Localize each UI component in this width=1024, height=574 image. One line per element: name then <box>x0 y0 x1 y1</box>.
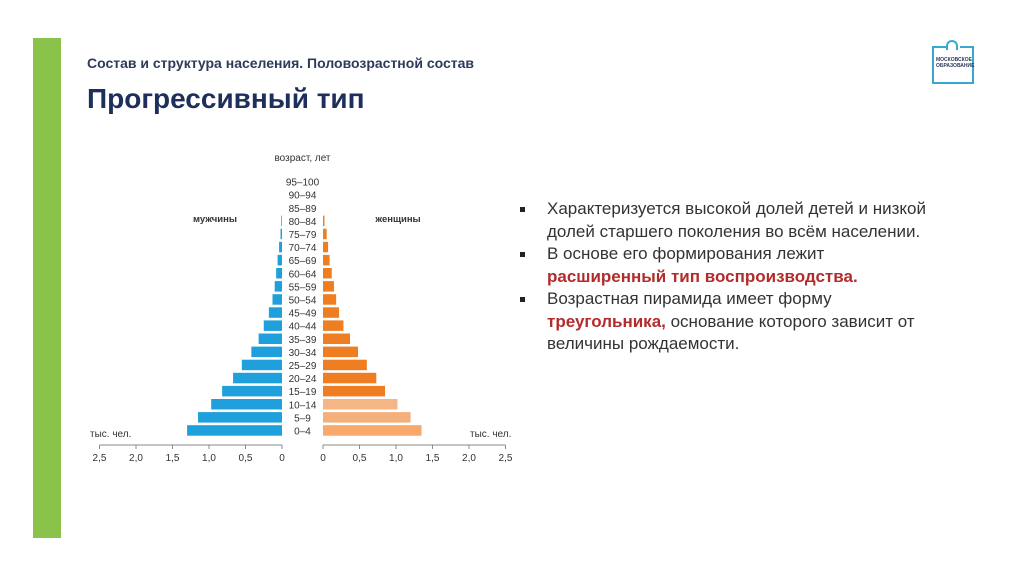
age-group-label: 50–54 <box>288 295 317 307</box>
age-group-label: 95–100 <box>285 177 320 189</box>
male-bar <box>233 373 282 384</box>
female-bar <box>323 360 367 371</box>
male-bar <box>222 386 282 397</box>
x-tick-label: 2,0 <box>129 453 143 464</box>
age-group-label: 30–34 <box>288 347 317 359</box>
population-pyramid-chart <box>80 145 520 475</box>
accent-bar <box>33 38 61 538</box>
bullet-text: Характеризуется высокой долей детей и низкой долей старшего поколения во всём населении. <box>547 199 927 241</box>
bullet-highlight: расширенный тип воспроизводства. <box>547 266 858 286</box>
female-bar <box>323 294 336 305</box>
legend-male: мужчины <box>192 214 238 225</box>
age-group-label: 20–24 <box>288 374 317 386</box>
age-group-label: 70–74 <box>288 243 317 255</box>
age-group-label: 35–39 <box>288 334 317 346</box>
bullet-text-after: основание которого зависит от величины рождаемости. <box>547 311 915 353</box>
female-bar <box>323 255 330 266</box>
female-bar <box>323 373 376 384</box>
male-bar <box>259 334 282 345</box>
male-bar <box>281 229 282 240</box>
unit-label-left: тыс. чел. <box>90 429 132 440</box>
male-bar <box>242 360 282 371</box>
male-bar <box>276 268 282 279</box>
male-bar <box>211 399 282 410</box>
unit-label-right: тыс. чел. <box>470 429 512 440</box>
male-bar <box>264 320 282 331</box>
age-group-label: 75–79 <box>288 230 317 241</box>
slide-subtitle: Состав и структура населения. Половозрастной состав <box>87 55 475 71</box>
bullet-square-icon <box>520 252 525 257</box>
female-bar <box>323 281 334 292</box>
age-group-label: 0–4 <box>294 426 311 438</box>
x-tick-label: 1,5 <box>425 453 440 464</box>
slide-title: Прогрессивный тип <box>87 83 365 114</box>
bullet-text: В основе его формирования лежит <box>547 244 825 263</box>
age-group-label: 15–19 <box>288 387 317 399</box>
female-bar <box>323 386 385 397</box>
age-group-label: 25–29 <box>288 361 317 372</box>
x-tick-label: 0 <box>279 453 285 464</box>
female-bar <box>323 242 328 253</box>
age-group-label: 65–69 <box>288 256 317 268</box>
x-tick-label: 2,5 <box>92 453 107 464</box>
female-bar <box>323 229 327 240</box>
female-bar <box>323 399 397 410</box>
logo-line-1: МОСКОВСКОЕ <box>936 57 972 63</box>
x-tick-label: 2,0 <box>462 453 476 464</box>
age-axis-label: возраст, лет <box>274 153 331 164</box>
male-bar <box>273 294 282 305</box>
age-group-label: 90–94 <box>288 190 317 202</box>
x-tick-label: 1,5 <box>165 453 180 464</box>
x-tick-label: 0,5 <box>238 453 253 464</box>
bullet-text: Возрастная пирамида имеет форму <box>547 289 832 308</box>
x-tick-label: 1,0 <box>389 453 403 464</box>
x-tick-label: 0,5 <box>352 453 367 464</box>
bullet-item <box>518 243 928 288</box>
male-bar <box>279 242 282 253</box>
logo-line-2: ОБРАЗОВАНИЕ <box>936 63 975 69</box>
female-bar <box>323 347 358 358</box>
male-bar <box>198 412 282 423</box>
bullet-highlight: треугольника, <box>547 311 666 331</box>
female-bar <box>323 268 332 279</box>
age-group-label: 80–84 <box>288 216 317 228</box>
male-bar <box>278 255 282 266</box>
bullet-list <box>518 198 928 356</box>
female-bar <box>323 216 324 227</box>
female-bar <box>323 307 339 318</box>
female-bar <box>323 334 350 345</box>
age-group-label: 40–44 <box>288 321 317 333</box>
female-bar <box>323 412 411 423</box>
x-tick-label: 2,5 <box>498 453 513 464</box>
bullet-square-icon <box>520 297 525 302</box>
legend-female: женщины <box>375 214 421 225</box>
age-group-label: 85–89 <box>288 203 317 215</box>
female-bar <box>323 425 422 436</box>
bullet-item <box>518 288 928 356</box>
male-bar <box>275 281 282 292</box>
male-bar <box>269 307 282 318</box>
age-group-label: 10–14 <box>288 400 317 412</box>
male-bar <box>281 216 282 227</box>
male-bar <box>251 347 282 358</box>
x-tick-label: 0 <box>320 453 326 464</box>
female-bar <box>323 320 343 331</box>
bullet-item <box>518 198 928 243</box>
age-group-label: 60–64 <box>288 269 317 281</box>
logo <box>932 46 976 90</box>
x-tick-label: 1,0 <box>202 453 216 464</box>
age-group-label: 45–49 <box>288 308 317 320</box>
age-group-label: 55–59 <box>288 282 317 294</box>
bullet-square-icon <box>520 207 525 212</box>
male-bar <box>187 425 282 436</box>
age-group-label: 5–9 <box>294 413 311 425</box>
